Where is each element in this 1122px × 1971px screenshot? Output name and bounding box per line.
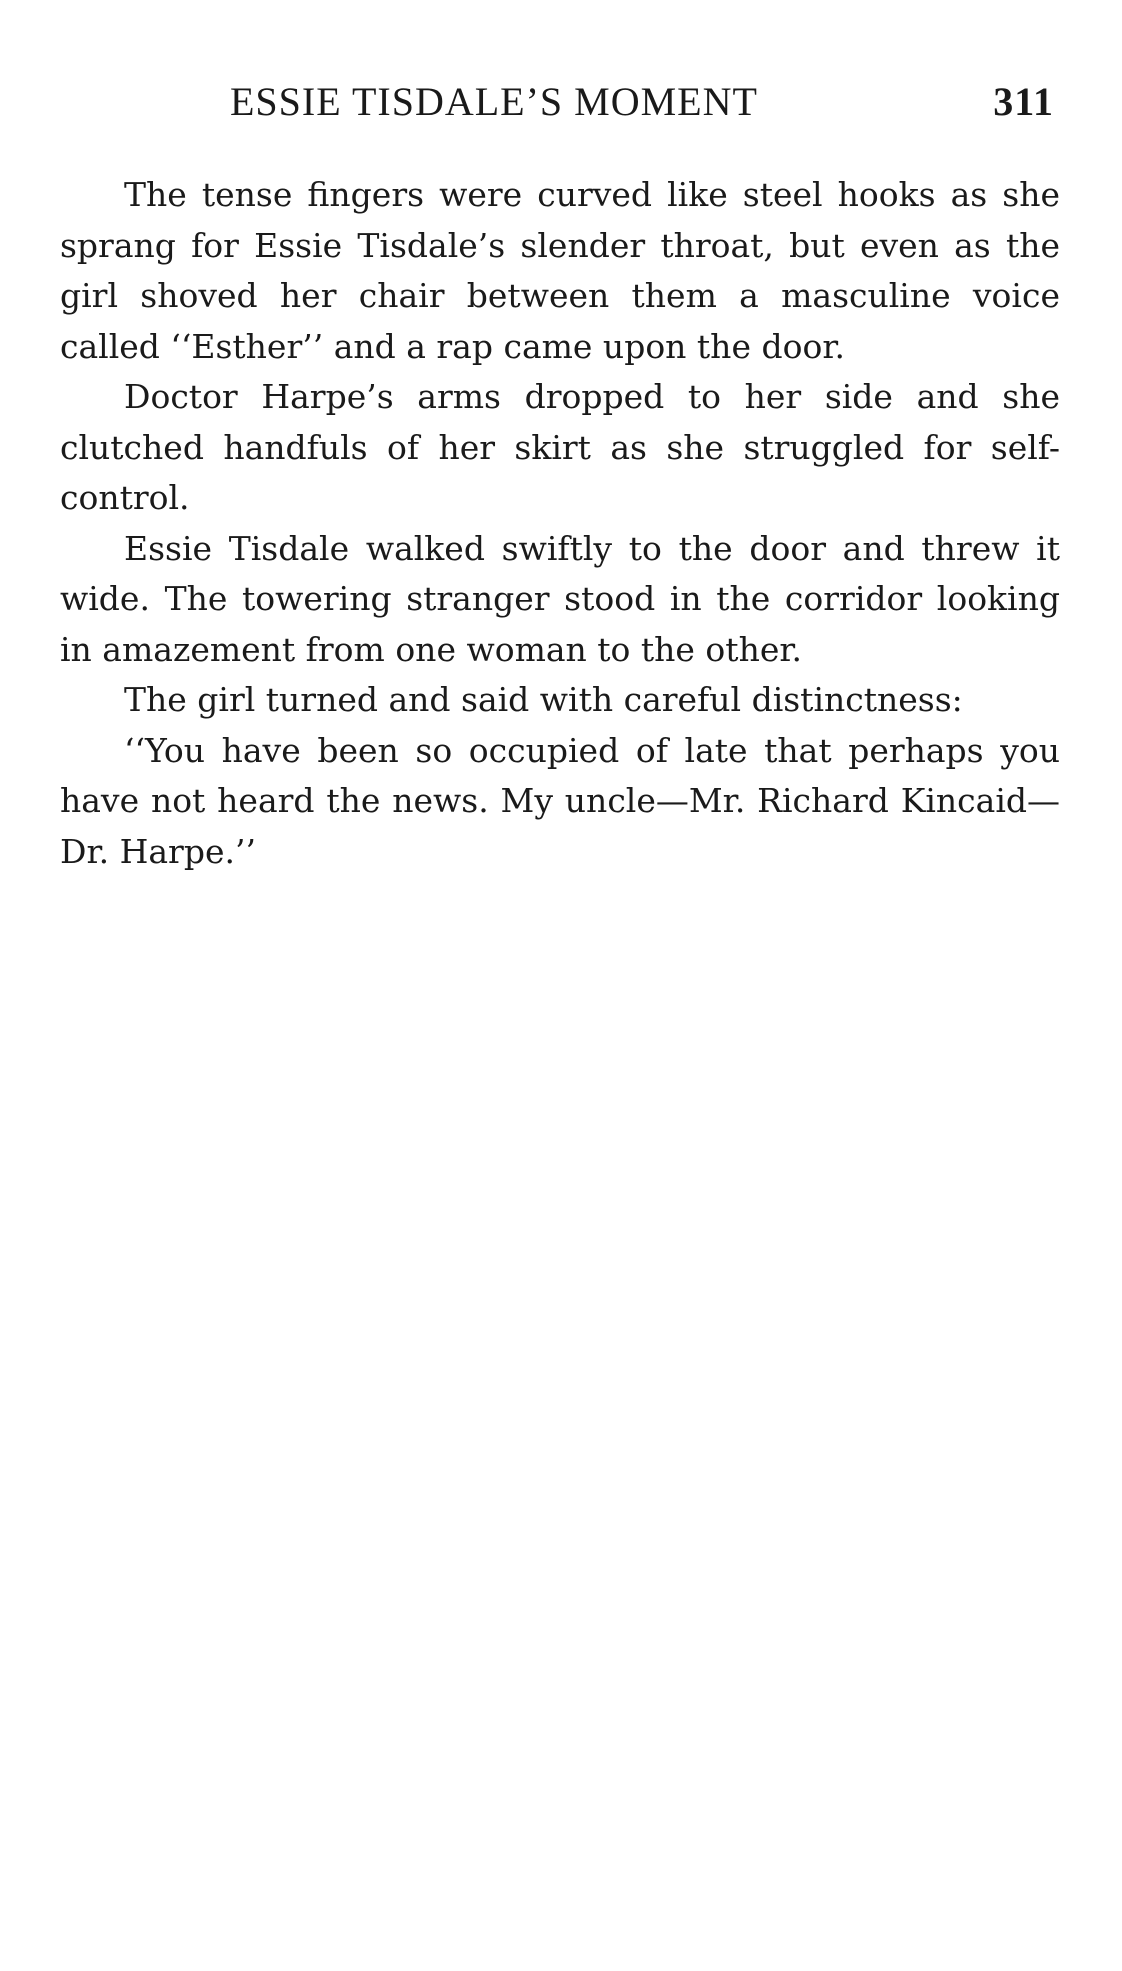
paragraph: The girl turned and said with careful distinctness:: [124, 680, 963, 719]
page-number: 311: [993, 79, 1054, 124]
running-head: [230, 78, 1060, 128]
body-text: [60, 170, 1060, 877]
paragraph: The tense fingers were curved like steel hooks as she sprang for Essie Tisdale’s slender throat, but even as the girl shoved her chair between them a masculine voice called ‘‘Esther’’ and a rap came upon the door.: [60, 175, 1060, 366]
paragraph: ‘‘You have been so occupied of late that perhaps you have not heard the news. My uncle—Mr. Richard Kincaid—Dr. Harpe.’’: [60, 730, 1060, 871]
running-title: ESSIE TISDALE’S MOMENT: [230, 79, 758, 124]
paragraph: Essie Tisdale walked swiftly to the door and threw it wide. The towering stranger stood in the corridor looking in amazement from one woman to the other.: [60, 528, 1060, 669]
paragraph: Doctor Harpe’s arms dropped to her side and she clutched handfuls of her skirt as she struggled for self-control.: [60, 377, 1060, 517]
